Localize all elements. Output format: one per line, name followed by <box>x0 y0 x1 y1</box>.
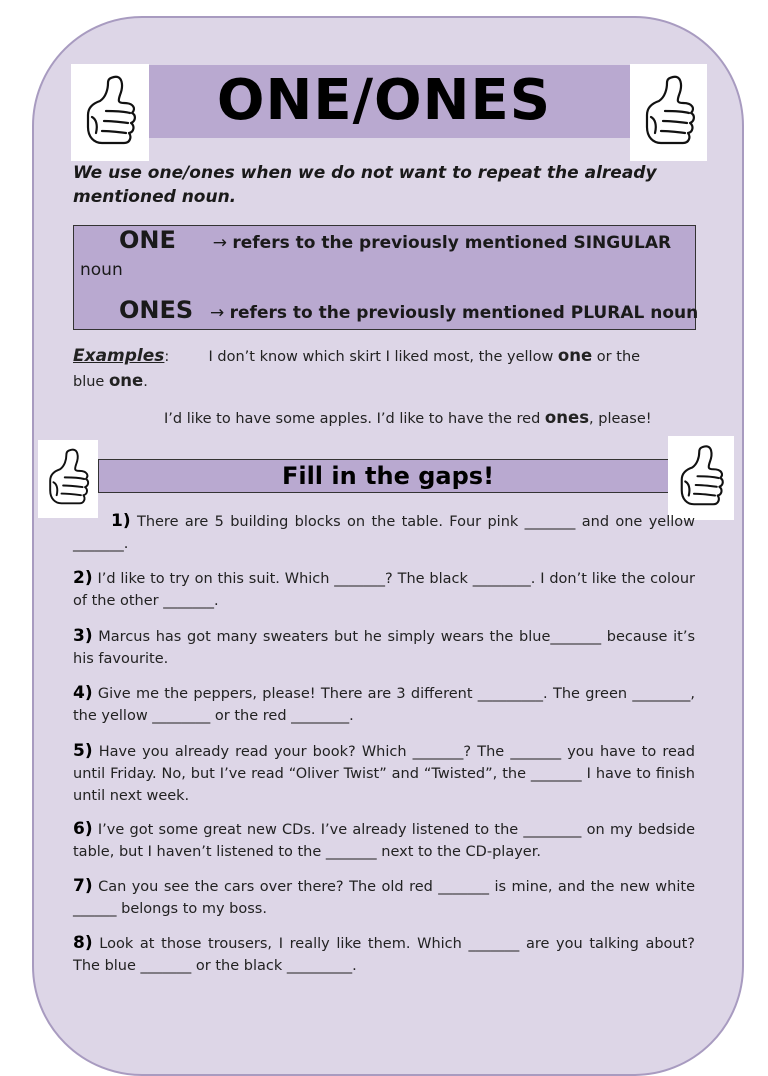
rule-ones-noun: noun <box>644 303 699 323</box>
fill-in-title: Fill in the gaps! <box>281 462 495 490</box>
question-text: Marcus has got many sweaters but he simply wears the blue_______ because it’s his favourite. <box>73 629 695 667</box>
question-5 <box>73 740 695 807</box>
rule-one-desc: refers to the previously mentioned <box>232 233 574 253</box>
question-number: 1) <box>111 511 131 531</box>
thumbs-up-icon <box>71 64 149 161</box>
question-text: I’d like to try on this suit. Which _______? The black ________. I don’t like the colour of the other _______. <box>73 571 695 609</box>
rule-one-singular: SINGULAR <box>573 233 672 253</box>
example-1-mid: or the <box>592 349 641 365</box>
question-number: 2) <box>73 568 93 588</box>
question-number: 4) <box>73 683 93 703</box>
question-text: Have you already read your book? Which _______? The _______ you have to read until Friday. No, but I’ve read “Oliver Twist” and “Twisted”, the _______ I have to finish until next week. <box>73 744 695 804</box>
question-6 <box>73 818 695 863</box>
question-1 <box>73 510 695 555</box>
example-2-ones: ones <box>544 408 590 427</box>
question-text: Look at those trousers, I really like them. Which _______ are you talking about? The blue _______ or the black _________. <box>73 936 695 974</box>
rule-one-line <box>119 228 671 255</box>
question-number: 8) <box>73 933 93 953</box>
example-2-end: , please! <box>589 411 652 427</box>
question-text: I’ve got some great new CDs. I’ve already listened to the ________ on my bedside table, but I haven’t listened to the _______ next to the CD-player. <box>73 822 695 860</box>
example-1-one: one <box>557 346 593 365</box>
question-number: 3) <box>73 626 93 646</box>
examples-label: Examples <box>73 346 165 366</box>
example-1-one-2: one <box>108 371 144 390</box>
example-1-end: . <box>143 374 148 390</box>
intro-text: We use one/ones when we do not want to repeat the already mentioned noun. <box>73 163 657 207</box>
question-number: 6) <box>73 819 93 839</box>
rule-one-noun: noun <box>80 260 123 280</box>
rule-ones-line <box>119 298 698 325</box>
question-text: Give me the peppers, please! There are 3 different _________. The green ________, the yellow ________ or the red ________. <box>73 686 695 724</box>
rule-ones-keyword: ONES <box>119 296 194 324</box>
example-2 <box>164 406 704 431</box>
example-2-text: I’d like to have some apples. I’d like to have the red <box>164 411 545 427</box>
arrow-icon: → <box>209 303 225 323</box>
examples-colon: : <box>164 349 170 365</box>
example-1 <box>73 344 695 394</box>
question-3 <box>73 625 695 670</box>
question-2 <box>73 567 695 612</box>
rule-ones-desc: refers to the previously mentioned <box>229 303 571 323</box>
rule-one-keyword: ONE <box>119 226 176 254</box>
question-number: 5) <box>73 741 93 761</box>
thumbs-up-icon <box>630 64 707 161</box>
question-text: Can you see the cars over there? The old red _______ is mine, and the new white ______ belongs to my boss. <box>73 879 695 917</box>
arrow-icon: → <box>212 233 227 253</box>
page-title: ONE/ONES <box>216 68 552 133</box>
rule-ones-plural: PLURAL <box>570 303 645 323</box>
question-4 <box>73 682 695 727</box>
question-8 <box>73 932 695 977</box>
thumbs-up-icon <box>38 440 98 518</box>
example-1-line2: blue <box>73 374 109 390</box>
question-text: There are 5 building blocks on the table. Four pink _______ and one yellow _______. <box>73 514 695 552</box>
question-7 <box>73 875 695 920</box>
example-1-text: I don’t know which skirt I liked most, the yellow <box>208 349 558 365</box>
question-number: 7) <box>73 876 93 896</box>
